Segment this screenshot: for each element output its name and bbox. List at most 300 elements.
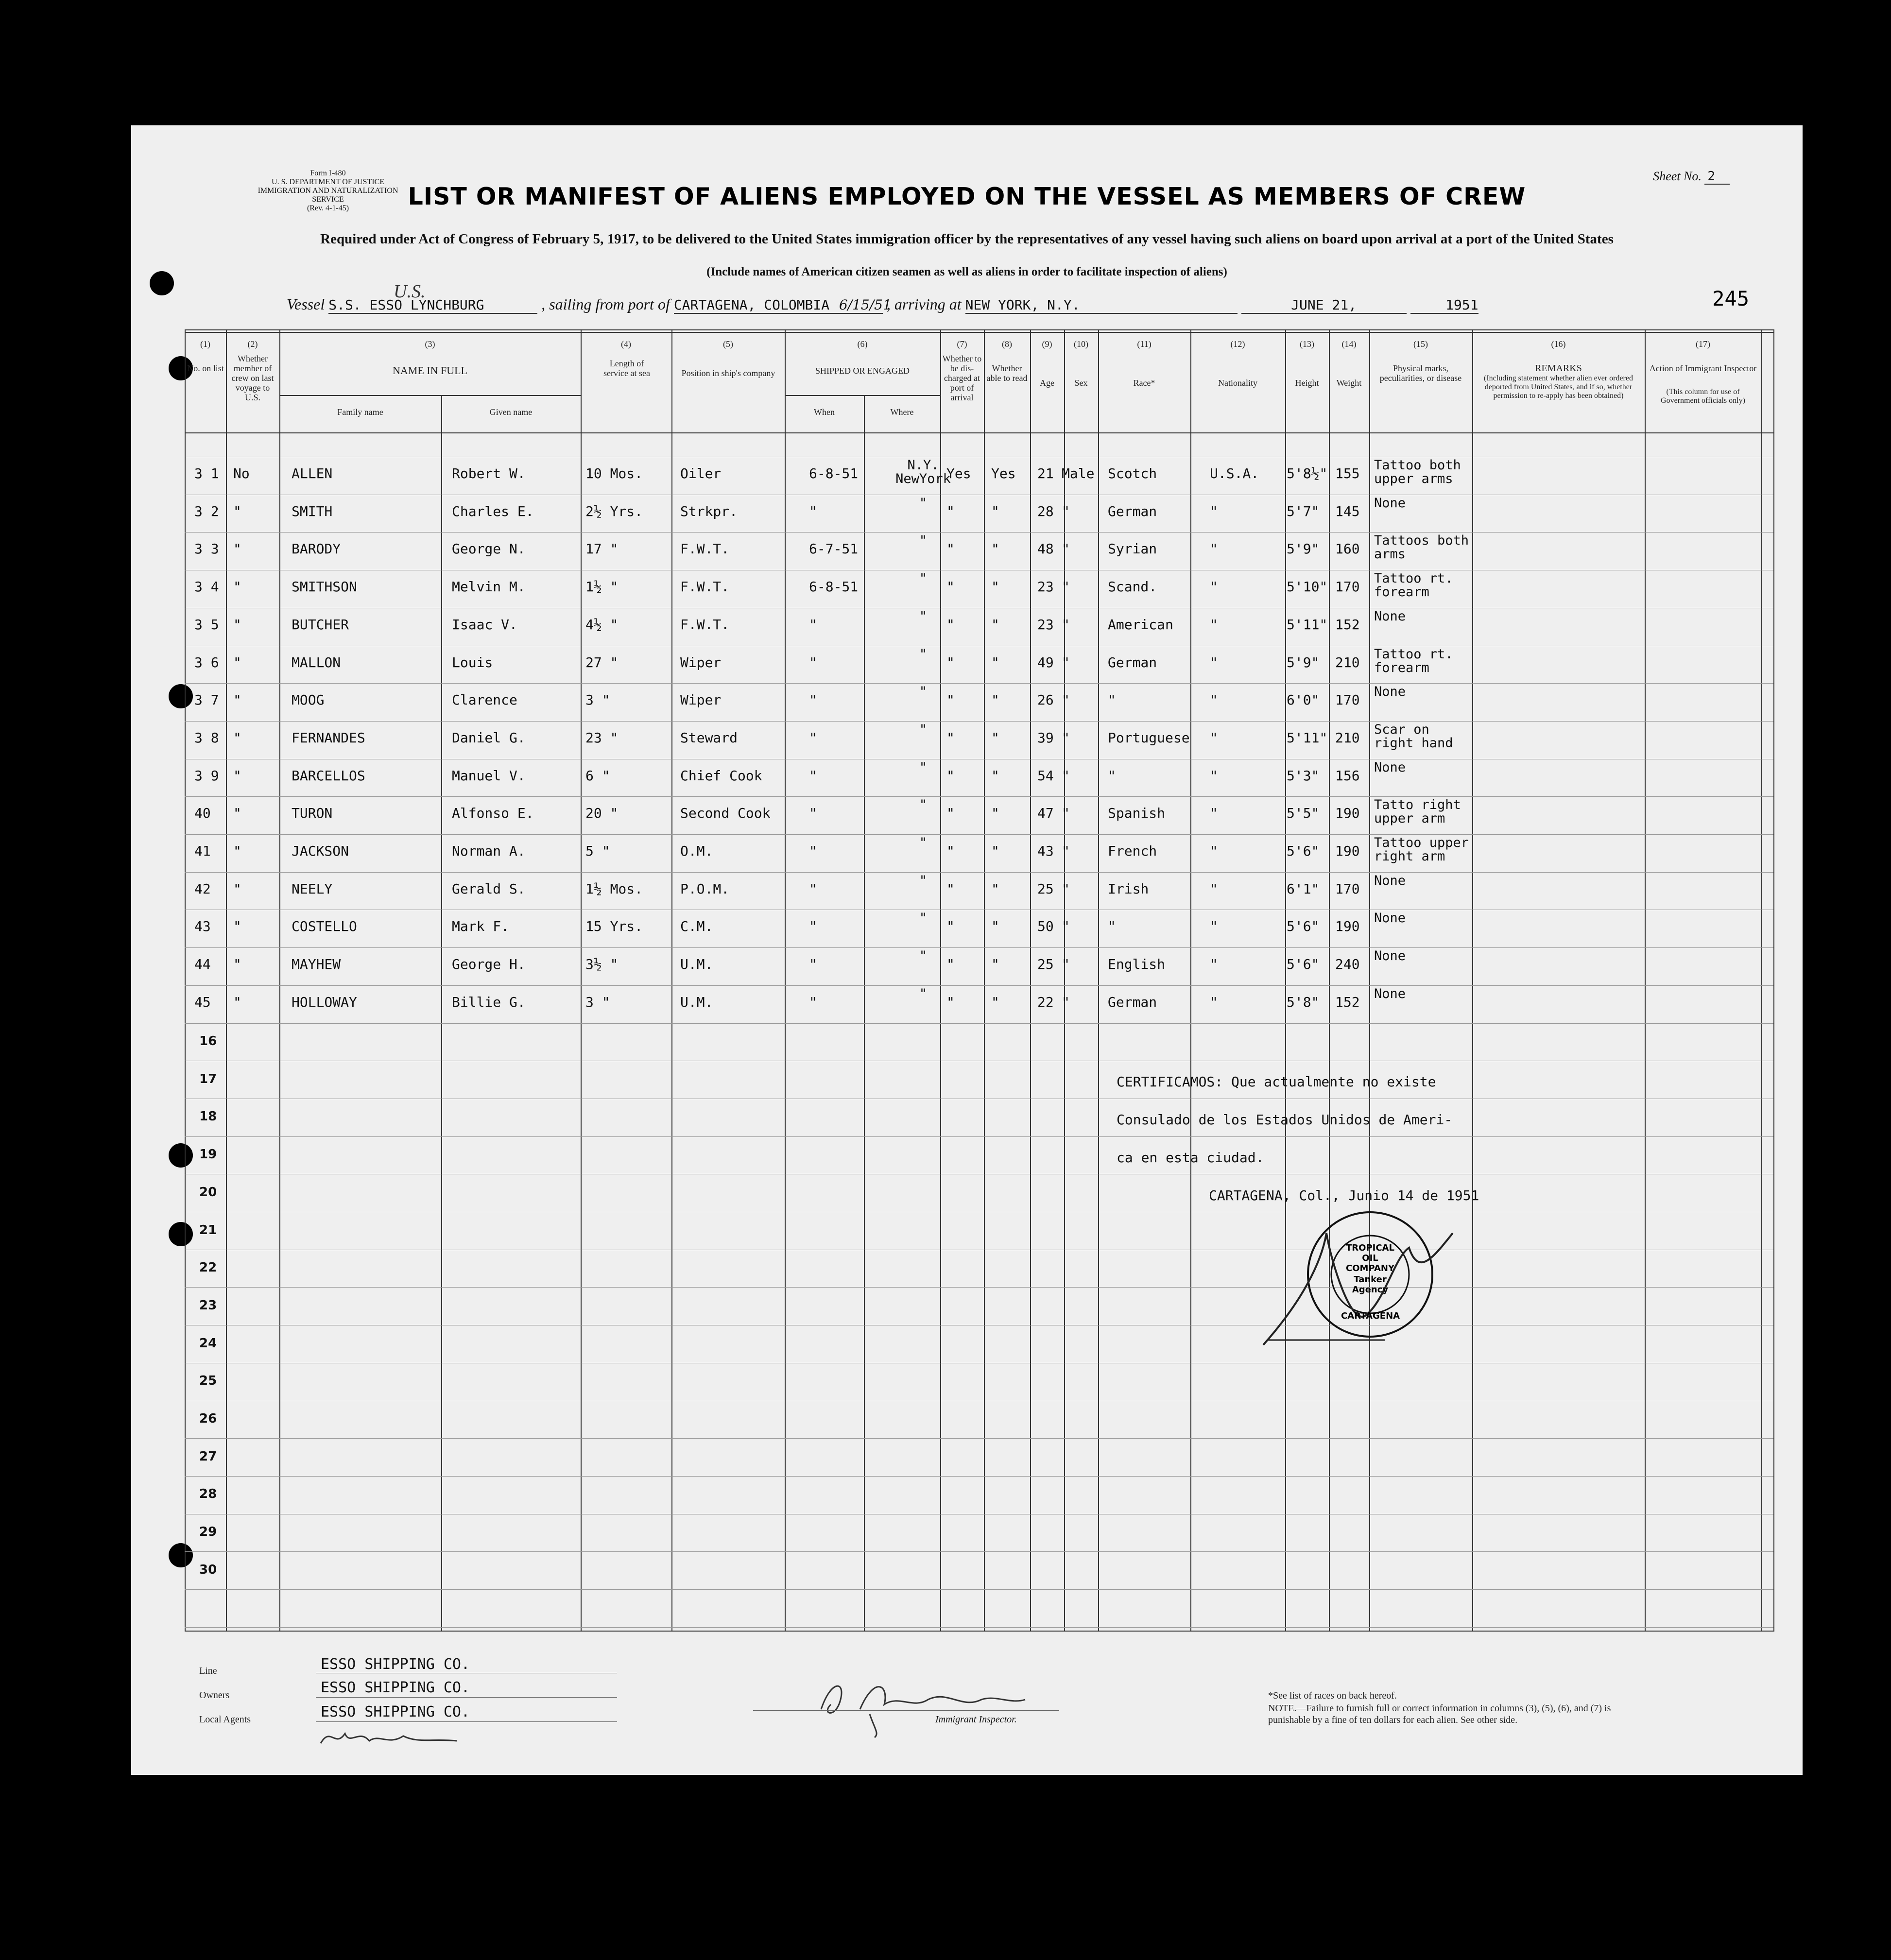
shipped-when: " (809, 654, 817, 671)
row-number: 44 (194, 956, 211, 973)
shipped-when: " (809, 843, 817, 859)
crew-last-voyage: " (233, 692, 241, 708)
able-to-read: " (991, 805, 999, 822)
discharged: " (946, 805, 955, 822)
owners-value: ESSO SHIPPING CO. (321, 1679, 470, 1696)
row-number: 3 5 (194, 616, 219, 633)
discharged: " (946, 503, 955, 519)
shipped-when: " (809, 692, 817, 708)
discharged: " (946, 729, 955, 746)
row-number: 3 8 (194, 729, 219, 746)
race: Syrian (1108, 541, 1157, 557)
row-number: 3 3 (194, 541, 219, 557)
shipped-when: " (809, 918, 817, 935)
position: Wiper (680, 654, 722, 671)
given-name: George H. (452, 956, 526, 973)
weight: 152 (1335, 994, 1360, 1010)
able-to-read: " (991, 994, 999, 1010)
punch-hole (150, 271, 174, 295)
height: 6'0" (1287, 692, 1320, 708)
weight: 190 (1335, 805, 1360, 822)
crew-last-voyage: " (233, 843, 241, 859)
sex: " (1062, 692, 1070, 708)
shipped-when: " (809, 880, 817, 897)
height: 5'7" (1287, 503, 1320, 519)
row-number: 21 (199, 1222, 217, 1238)
service-length: 2½ Yrs. (585, 503, 643, 519)
service-length: 23 " (585, 729, 619, 746)
header-read: Whether able to read (986, 363, 1028, 383)
physical-marks: Tattoo rt. forearm (1374, 571, 1453, 600)
crew-last-voyage: " (233, 503, 241, 519)
age: 22 (1037, 994, 1054, 1010)
service-length: 3 " (585, 692, 610, 708)
ruled-line (185, 1551, 1773, 1552)
discharged: " (946, 692, 955, 708)
nationality: " (1210, 880, 1218, 897)
discharged: " (946, 880, 955, 897)
given-name: Robert W. (452, 465, 526, 481)
service-length: 4½ " (585, 616, 619, 633)
ruled-line (185, 834, 1773, 835)
family-name: SMITH (292, 503, 333, 519)
height: 5'8" (1287, 994, 1320, 1010)
crew-last-voyage: " (233, 918, 241, 935)
discharged: Yes (946, 465, 971, 481)
height: 5'5" (1287, 805, 1320, 822)
sex: " (1062, 541, 1070, 557)
ruled-line (185, 1476, 1773, 1477)
header-family-name: Family name (337, 407, 383, 417)
physical-marks: None (1374, 684, 1406, 700)
race: English (1108, 956, 1166, 973)
arrival-date: JUNE 21, (1241, 297, 1407, 314)
discharged: " (946, 616, 955, 633)
department: U. S. DEPARTMENT OF JUSTICE (272, 178, 384, 186)
crew-last-voyage: " (233, 579, 241, 595)
physical-marks: None (1374, 948, 1406, 964)
shipped-where: " (919, 797, 928, 813)
stamp-bottom-text: CARTAGENA (1341, 1311, 1400, 1321)
agents-label: Local Agents (199, 1714, 251, 1725)
given-name: Louis (452, 654, 493, 671)
weight: 152 (1335, 616, 1360, 633)
service-length: 1½ " (585, 579, 619, 595)
position: U.M. (680, 994, 713, 1010)
nationality: " (1210, 994, 1218, 1010)
age: 23 (1037, 579, 1054, 595)
ruled-line (185, 1438, 1773, 1439)
service-length: 6 " (585, 767, 610, 784)
header-remarks-sub: (Including statement whether alien ever ordered deported from United States, and if so, whether permission to re-apply has been obtained) (1484, 374, 1633, 400)
header-inspector-sub: (This column for use of Government officials only) (1661, 388, 1745, 405)
family-name: FERNANDES (292, 729, 365, 746)
height: 5'10" (1287, 579, 1328, 595)
header-length-service: Length of service at sea (603, 359, 650, 378)
physical-marks: None (1374, 911, 1406, 926)
row-number: 23 (199, 1298, 217, 1313)
header-age: Age (1040, 378, 1054, 388)
able-to-read: " (991, 729, 999, 746)
shipped-where: " (919, 608, 928, 624)
race: " (1108, 767, 1116, 784)
height: 6'1" (1287, 880, 1320, 897)
nationality: U.S.A. (1210, 465, 1259, 481)
given-name: Clarence (452, 692, 517, 708)
stamp-top-text: TROPICAL OIL COMPANY (1346, 1243, 1394, 1273)
header-inspector: Action of Immigrant Inspector (1649, 363, 1757, 373)
handwritten-us-note: U.S. (394, 281, 426, 302)
crew-last-voyage: " (233, 654, 241, 671)
race: German (1108, 994, 1157, 1010)
shipped-where: " (919, 759, 928, 775)
sex: " (1062, 729, 1070, 746)
able-to-read: " (991, 767, 999, 784)
height: 5'11" (1287, 729, 1328, 746)
service: IMMIGRATION AND NATURALIZATION SERVICE (258, 187, 398, 204)
header-when: When (814, 407, 835, 417)
given-name: Alfonso E. (452, 805, 534, 822)
able-to-read: " (991, 616, 999, 633)
weight: 170 (1335, 579, 1360, 595)
given-name: Norman A. (452, 843, 526, 859)
race: French (1108, 843, 1157, 859)
crew-last-voyage: " (233, 880, 241, 897)
crew-last-voyage: " (233, 805, 241, 822)
sex: " (1062, 994, 1070, 1010)
shipped-when: " (809, 616, 817, 633)
row-number: 19 (199, 1147, 217, 1162)
given-name: Daniel G. (452, 729, 526, 746)
crew-last-voyage: " (233, 956, 241, 973)
ruled-line (185, 1136, 1773, 1137)
row-number: 24 (199, 1336, 217, 1351)
header-nationality: Nationality (1218, 378, 1257, 388)
family-name: MAYHEW (292, 956, 341, 973)
departure-port: CARTAGENA, COLOMBIA (674, 297, 839, 314)
position: Strkpr. (680, 503, 738, 519)
sex: " (1062, 654, 1070, 671)
crew-last-voyage: No (233, 465, 250, 481)
family-name: MOOG (292, 692, 325, 708)
discharged: " (946, 994, 955, 1010)
header-remarks: REMARKS (1535, 363, 1582, 374)
sex: " (1062, 503, 1070, 519)
header-physical-marks: Physical marks, peculiarities, or disease (1379, 363, 1462, 383)
able-to-read: " (991, 880, 999, 897)
crew-last-voyage: " (233, 767, 241, 784)
given-name: Mark F. (452, 918, 510, 935)
nationality: " (1210, 503, 1218, 519)
discharged: " (946, 541, 955, 557)
height: 5'6" (1287, 956, 1320, 973)
family-name: ALLEN (292, 465, 333, 481)
row-number: 3 1 (194, 465, 219, 481)
row-number: 28 (199, 1487, 217, 1502)
age: 39 (1037, 729, 1054, 746)
sex: " (1062, 843, 1070, 859)
fine-note: NOTE.—Failure to furnish full or correct information in columns (3), (5), (6), and (7) is punishable by a fine of ten dollars for each alien. See other side. (1268, 1703, 1611, 1725)
agents-value: ESSO SHIPPING CO. (321, 1703, 470, 1720)
race: Scotch (1108, 465, 1157, 481)
shipped-when: " (809, 503, 817, 519)
row-number: 3 7 (194, 692, 219, 708)
given-name: Isaac V. (452, 616, 517, 633)
nationality: " (1210, 579, 1218, 595)
header-position: Position in ship's company (681, 368, 775, 378)
shipped-when: 6-8-51 (809, 465, 859, 481)
row-number: 3 4 (194, 579, 219, 595)
height: 5'3" (1287, 767, 1320, 784)
height: 5'6" (1287, 918, 1320, 935)
service-length: 15 Yrs. (585, 918, 643, 935)
position: Wiper (680, 692, 722, 708)
shipped-where: " (919, 948, 928, 964)
race: Portuguese (1108, 729, 1190, 746)
discharged: " (946, 654, 955, 671)
physical-marks: None (1374, 759, 1406, 775)
nationality: " (1210, 805, 1218, 822)
header-discharged: Whether to be dis-charged at port of arrival (942, 354, 982, 402)
row-number: 3 2 (194, 503, 219, 519)
shipped-when: " (809, 805, 817, 822)
race: American (1108, 616, 1173, 633)
nationality: " (1210, 729, 1218, 746)
weight: 156 (1335, 767, 1360, 784)
age: 26 (1037, 692, 1054, 708)
ruled-line (185, 1589, 1773, 1590)
include-note: (Include names of American citizen seamen as well as aliens in order to facilitate inspection of aliens) (706, 265, 1227, 278)
row-number: 3 6 (194, 654, 219, 671)
handwritten-port-date: 6/15/51 (839, 297, 892, 313)
sex: " (1062, 880, 1070, 897)
able-to-read: " (991, 956, 999, 973)
stamped-page-number: 245 (1712, 287, 1749, 310)
form-number: Form I-480 (310, 169, 346, 177)
crew-last-voyage: " (233, 616, 241, 633)
discharged: " (946, 956, 955, 973)
line-value: ESSO SHIPPING CO. (321, 1656, 470, 1673)
height: 5'9" (1287, 654, 1320, 671)
shipped-where: " (919, 646, 928, 662)
given-name: Charles E. (452, 503, 534, 519)
shipped-when: " (809, 994, 817, 1010)
able-to-read: Yes (991, 465, 1016, 481)
ruled-line (185, 872, 1773, 873)
row-number: 3 9 (194, 767, 219, 784)
punch-hole (169, 1143, 193, 1168)
position: Chief Cook (680, 767, 762, 784)
sex: Male (1062, 465, 1095, 481)
crew-last-voyage: " (233, 541, 241, 557)
ruled-line (185, 947, 1773, 948)
position: F.W.T. (680, 541, 730, 557)
given-name: Melvin M. (452, 579, 526, 595)
page-title: LIST OR MANIFEST OF ALIENS EMPLOYED ON THE VESSEL AS MEMBERS OF CREW (408, 183, 1526, 210)
sex: " (1062, 616, 1070, 633)
family-name: BUTCHER (292, 616, 349, 633)
physical-marks: Tattoos both arms (1374, 533, 1469, 562)
physical-marks: Tattoo both upper arms (1374, 458, 1461, 486)
arrival-port: NEW YORK, N.Y. (965, 297, 1238, 314)
line-label: Line (199, 1666, 217, 1676)
crew-last-voyage: " (233, 994, 241, 1010)
physical-marks: None (1374, 873, 1406, 888)
row-number: 42 (194, 880, 211, 897)
race: " (1108, 918, 1116, 935)
row-number: 43 (194, 918, 211, 935)
age: 21 (1037, 465, 1054, 481)
header-last-voyage: Whether member of crew on last voyage to U.S. (231, 354, 274, 402)
row-number: 22 (199, 1260, 217, 1275)
header-height: Height (1295, 378, 1319, 388)
sex: " (1062, 805, 1070, 822)
family-name: TURON (292, 805, 333, 822)
ruled-line (185, 796, 1773, 797)
inspector-signature (802, 1666, 1074, 1738)
header-no-on-list: No. on list (187, 363, 224, 373)
position: Steward (680, 729, 738, 746)
service-length: 10 Mos. (585, 465, 643, 481)
sex: " (1062, 579, 1070, 595)
service-length: 3½ " (585, 956, 619, 973)
shipped-where: " (919, 571, 928, 586)
service-length: 3 " (585, 994, 610, 1010)
sheet-number: Sheet No. 2 (1653, 169, 1730, 184)
position: F.W.T. (680, 616, 730, 633)
cert-line-4: CARTAGENA, Col., Junio 14 de 1951 (1209, 1187, 1479, 1204)
punch-hole (169, 684, 193, 708)
position: U.M. (680, 956, 713, 973)
row-number: 30 (199, 1562, 217, 1577)
punch-hole (169, 1222, 193, 1246)
able-to-read: " (991, 503, 999, 519)
age: 23 (1037, 616, 1054, 633)
nationality: " (1210, 843, 1218, 859)
height: 5'9" (1287, 541, 1320, 557)
discharged: " (946, 843, 955, 859)
manifest-sheet: Form I-480 U. S. DEPARTMENT OF JUSTICE IMMIGRATION AND NATURALIZATION SERVICE (Rev. 4-1-45) Sheet No. 2 LIST OR MANIFEST OF ALIENS EMPLOYED ON THE VESSEL AS MEMBERS OF CREW Required under Act of Congress of February 5, 1917, to be delivered to the United States immigration officer by the representatives of any vessel having such aliens on board upon arrival at a port of the United States (Include names of American citizen seamen as well as aliens in order to facilitate inspection of aliens) 245 U.S. Vessel S.S. ESSO LYNCHBURG , sailing from port of CARTAGENA, COLOMBIA 6/15/51 , arriving at NEW YORK, N.Y. JUNE 21, 1951 (1) (2) (3) (4) (5) (6) (7) (8) (9) (10) (11) (12) (13) (14) (15) (16) (17) No. on list Whether member of crew on last voyage to U.S. NAME IN FULL Family name Given name Length of service at sea Position in ship's company SHIPPED OR ENGAGED When Where Whether to be dis-charged at port of arrival Whether able to read Age Sex Race* Nationality Height Weight Physical marks, peculiarities, or disease REMARKS (Including statement whether alien ever ordered deported from United States, and if so, whether permission to re-apply has been obtained) Action of Immigrant Inspector (This column for use of Government officials only) 3 1 No ALLEN Robert W. 10 Mos. Oiler 6-8-51 N.Y. NewYork Yes Yes 21 Male Scotch U.S.A. 5'8½" 155 Tattoo both upper arms 3 2 " SMITH Charles E. 2½ Yrs. Strkpr. " " " " 28 " German " 5'7" 145 None 3 3 " BARODY George N. 17 " F.W.T. 6-7-51 " " " 48 " Syrian " 5'9" 160 Tattoos both arms 3 4 " SMITHSON Melvin M. 1½ " F.W.T. 6-8-51 " " " 23 " Scand. " 5'10" 170 Tattoo rt. forearm 3 5 " BUTCHER Isaac V. 4½ " F.W.T. " " " " 23 " American " 5'11" 152 None 3 6 " MALLON Louis 27 " Wiper " " " " 49 " German " 5'9" 210 Tattoo rt. forearm 3 7 " MOOG Clarence 3 " Wiper " " " " 26 " " " 6'0" 170 None 3 8 " FERNANDES Daniel G. 23 " Steward " " " " 39 " Portuguese " 5'11" 210 Scar on right hand 3 9 " BARCELLOS Manuel V. 6 " Chief Cook " " " " 54 " " " 5'3" 156 None 40 " TURON Alfonso E. 20 " Second Cook " " " " 47 " Spanish " 5'5" 190 Tatto right upper arm 41 " JACKSON Norman A. 5 " O.M. " " " " 43 " French " 5'6" 190 Tattoo upper right arm 42 " NEELY Gerald S. 1½ Mos. P.O.M. " " " " 25 " Irish " 6'1" 170 None 43 " COSTELLO Mark F. 15 Yrs. C.M. " " " " 50 " " " 5'6" 190 None 44 " MAYHEW George H. 3½ " U.M. " " " " 25 " English " 5'6" 240 None 45 " HOLLOWAY Billie G. 3 " U.M. " " " " 22 " German " 5'8" 152 None 16 17 18 19 20 21 22 23 24 25 26 27 28 29 30 CERTIFICAMOS: Que actualmente no existe Consulado de los Estados Unidos de Ameri- ca en esta ciudad. CARTAGENA, Col., Junio 14 de 1951 TROPICAL OIL COMPANY Tanker Agency CARTAGENA Line ESSO SHIPPING CO. Owners ESSO SHIPPING CO. Local Agents ESSO SHIPPING CO. Immigrant Inspector. *See list of races on back hereof. NOTE.—Failure to furnish full or correct information in columns (3), (5), (6), and (7) is punishable by a fine of ten dollars for each alien. See other side. (131, 125, 1803, 1775)
shipped-where: N.Y. NewYork (895, 458, 951, 486)
weight: 145 (1335, 503, 1360, 519)
sex: " (1062, 767, 1070, 784)
age: 25 (1037, 880, 1054, 897)
given-name: Billie G. (452, 994, 526, 1010)
sex: " (1062, 956, 1070, 973)
service-length: 5 " (585, 843, 610, 859)
nationality: " (1210, 767, 1218, 784)
row-number: 20 (199, 1185, 217, 1200)
shipped-where: " (919, 684, 928, 700)
punch-hole (169, 1543, 193, 1567)
cert-line-2: Consulado de los Estados Unidos de Ameri- (1117, 1112, 1453, 1128)
nationality: " (1210, 654, 1218, 671)
age: 25 (1037, 956, 1054, 973)
header-name-in-full: NAME IN FULL (393, 364, 467, 377)
revision: (Rev. 4-1-45) (307, 204, 349, 212)
shipped-where: " (919, 835, 928, 850)
family-name: BARODY (292, 541, 341, 557)
service-length: 1½ Mos. (585, 880, 643, 897)
age: 54 (1037, 767, 1054, 784)
crew-last-voyage: " (233, 729, 241, 746)
agent-signature (316, 1724, 462, 1753)
family-name: SMITHSON (292, 579, 357, 595)
ruled-line (185, 683, 1773, 684)
weight: 155 (1335, 465, 1360, 481)
vessel-name: S.S. ESSO LYNCHBURG (328, 297, 537, 314)
family-name: HOLLOWAY (292, 994, 357, 1010)
row-number: 16 (199, 1034, 217, 1049)
position: F.W.T. (680, 579, 730, 595)
weight: 240 (1335, 956, 1360, 973)
discharged: " (946, 767, 955, 784)
race: Spanish (1108, 805, 1166, 822)
row-number: 26 (199, 1411, 217, 1426)
shipped-when: " (809, 767, 817, 784)
races-note: *See list of races on back hereof. (1268, 1690, 1397, 1701)
able-to-read: " (991, 692, 999, 708)
given-name: George N. (452, 541, 526, 557)
ruled-line (185, 721, 1773, 722)
weight: 210 (1335, 729, 1360, 746)
ruled-line (185, 1627, 1773, 1628)
shipped-when: " (809, 956, 817, 973)
row-number: 29 (199, 1525, 217, 1540)
ruled-line (185, 1023, 1773, 1024)
physical-marks: None (1374, 608, 1406, 624)
service-length: 20 " (585, 805, 619, 822)
physical-marks: Tatto right upper arm (1374, 797, 1461, 826)
family-name: NEELY (292, 880, 333, 897)
header-weight: Weight (1336, 378, 1362, 388)
row-number: 41 (194, 843, 211, 859)
age: 49 (1037, 654, 1054, 671)
row-number: 27 (199, 1449, 217, 1464)
row-number: 18 (199, 1109, 217, 1124)
arrival-year: 1951 (1410, 297, 1478, 314)
ruled-line (185, 985, 1773, 986)
family-name: COSTELLO (292, 918, 357, 935)
ruled-line (185, 1287, 1773, 1288)
header-race: Race* (1133, 378, 1155, 388)
age: 48 (1037, 541, 1054, 557)
able-to-read: " (991, 843, 999, 859)
height: 5'11" (1287, 616, 1328, 633)
family-name: MALLON (292, 654, 341, 671)
shipped-when: 6-7-51 (809, 541, 859, 557)
header-given-name: Given name (489, 407, 533, 417)
weight: 170 (1335, 692, 1360, 708)
age: 50 (1037, 918, 1054, 935)
weight: 210 (1335, 654, 1360, 671)
weight: 160 (1335, 541, 1360, 557)
race: " (1108, 692, 1116, 708)
requirement-text: Required under Act of Congress of February 5, 1917, to be delivered to the United States immigration officer by the representatives of any vessel having such aliens on board upon arrival at a port of the United States (320, 231, 1614, 247)
sex: " (1062, 918, 1070, 935)
nationality: " (1210, 918, 1218, 935)
physical-marks: None (1374, 495, 1406, 511)
shipped-where: " (919, 873, 928, 888)
position: O.M. (680, 843, 713, 859)
height: 5'6" (1287, 843, 1320, 859)
shipped-where: " (919, 986, 928, 1001)
stamp-mid-text: Tanker Agency (1352, 1274, 1389, 1295)
weight: 170 (1335, 880, 1360, 897)
family-name: JACKSON (292, 843, 349, 859)
weight: 190 (1335, 918, 1360, 935)
physical-marks: Tattoo upper right arm (1374, 835, 1469, 864)
